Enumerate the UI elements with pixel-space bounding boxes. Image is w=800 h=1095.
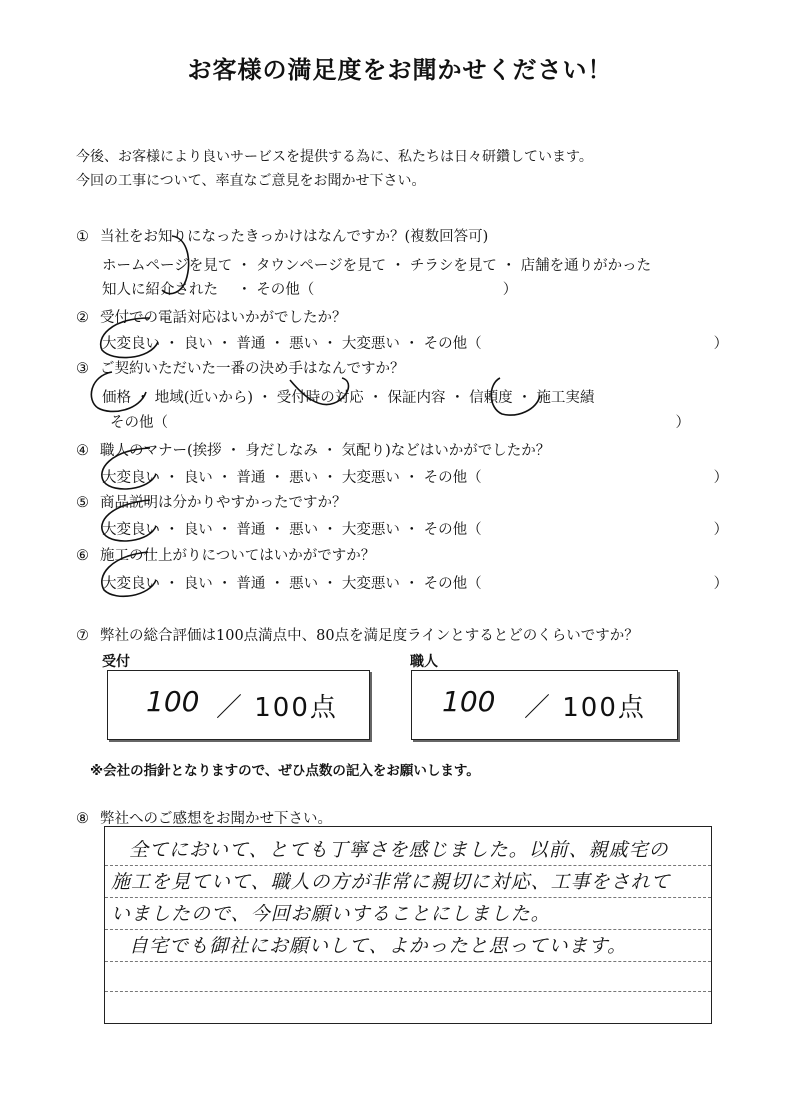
comment-line-1: 全てにおいて、とても丁寧さを感じました。以前、親戚宅の	[129, 839, 669, 861]
question-1-text: 当社をお知りになったきっかけはなんですか？(複数回答可)	[100, 229, 489, 245]
question-6	[76, 544, 375, 565]
craftsman-label: 職人	[410, 654, 438, 670]
question-7-number: ⑦	[76, 628, 89, 644]
question-4-options: 大変良い ・ 良い ・ 普通 ・ 悪い ・ 大変悪い ・ その他（ ）	[102, 470, 729, 486]
question-6-options: 大変良い ・ 良い ・ 普通 ・ 悪い ・ 大変悪い ・ その他（ ）	[102, 576, 729, 592]
page-title: お客様の満足度をお聞かせください！	[187, 56, 613, 84]
comment-line-2: 施工を見ていて、職人の方が非常に親切に対応、工事をされて	[111, 871, 671, 893]
question-2	[76, 306, 347, 327]
question-2-number: ②	[76, 310, 89, 326]
question-3-options-line-1: 価格 ・ 地域(近いから) ・ 受付時の対応 ・ 保証内容 ・ 信頼度 ・ 施工実績	[102, 390, 595, 406]
question-5-number: ⑤	[76, 495, 89, 511]
craftsman-score-handwritten: 100	[442, 685, 496, 718]
question-2-text: 受付での電話対応はいかがでしたか？	[100, 310, 347, 326]
question-7-text: 弊社の総合評価は100点満点中、80点を満足度ラインとするとどのくらいですか？	[100, 628, 639, 644]
question-3-number: ③	[76, 361, 89, 377]
question-7	[76, 624, 639, 645]
intro-line-1: 今後、お客様により良いサービスを提供する為に、私たちは日々研鑽しています。	[76, 149, 593, 165]
question-3-options-line-2: その他（ ）	[110, 415, 690, 431]
reception-label: 受付	[102, 654, 130, 670]
comment-line-4: 自宅でも御社にお願いして、よかったと思っています。	[129, 935, 628, 957]
question-4-number: ④	[76, 443, 89, 459]
question-2-options: 大変良い ・ 良い ・ 普通 ・ 悪い ・ 大変悪い ・ その他（ ）	[102, 336, 729, 352]
question-1	[76, 225, 488, 246]
question-5	[76, 491, 347, 512]
intro-line-2: 今回の工事について、率直なご意見をお聞かせ下さい。	[76, 173, 426, 189]
comment-rule	[105, 865, 711, 866]
reception-score-scale: ／ 100点	[216, 693, 338, 723]
question-4-text: 職人のマナー(挨拶 ・ 身だしなみ ・ 気配り)などはいかがでしたか？	[100, 443, 551, 459]
comment-rule	[105, 991, 711, 992]
question-4	[76, 439, 550, 460]
score-note: ※会社の指針となりますので、ぜひ点数の記入をお願いします。	[90, 763, 480, 779]
craftsman-score-box[interactable]	[411, 670, 678, 740]
reception-score-box[interactable]	[107, 670, 370, 740]
question-8	[76, 807, 332, 828]
question-1-options-line-1: ホームページを見て ・ タウンページを見て ・ チラシを見て ・ 店舗を通りがかった	[102, 258, 652, 274]
reception-score-handwritten: 100	[146, 685, 200, 718]
question-3	[76, 357, 405, 378]
question-1-number: ①	[76, 229, 89, 245]
comment-rule	[105, 897, 711, 898]
question-8-text: 弊社へのご感想をお聞かせ下さい。	[100, 811, 332, 827]
comment-rule	[105, 929, 711, 930]
craftsman-score-scale: ／ 100点	[524, 693, 646, 723]
comment-rule	[105, 961, 711, 962]
comment-line-3: いましたので、今回お願いすることにしました。	[111, 903, 551, 925]
question-3-text: ご契約いただいた一番の決め手はなんですか？	[100, 361, 405, 377]
question-6-text: 施工の仕上がりについてはいかがですか？	[100, 548, 376, 564]
question-5-options: 大変良い ・ 良い ・ 普通 ・ 悪い ・ 大変悪い ・ その他（ ）	[102, 522, 729, 538]
question-8-number: ⑧	[76, 811, 89, 827]
question-5-text: 商品説明は分かりやすかったですか？	[100, 495, 347, 511]
question-1-options-line-2: 知人に紹介された ・ その他（ ）	[102, 282, 518, 298]
question-6-number: ⑥	[76, 548, 89, 564]
comment-box[interactable]	[104, 826, 712, 1024]
